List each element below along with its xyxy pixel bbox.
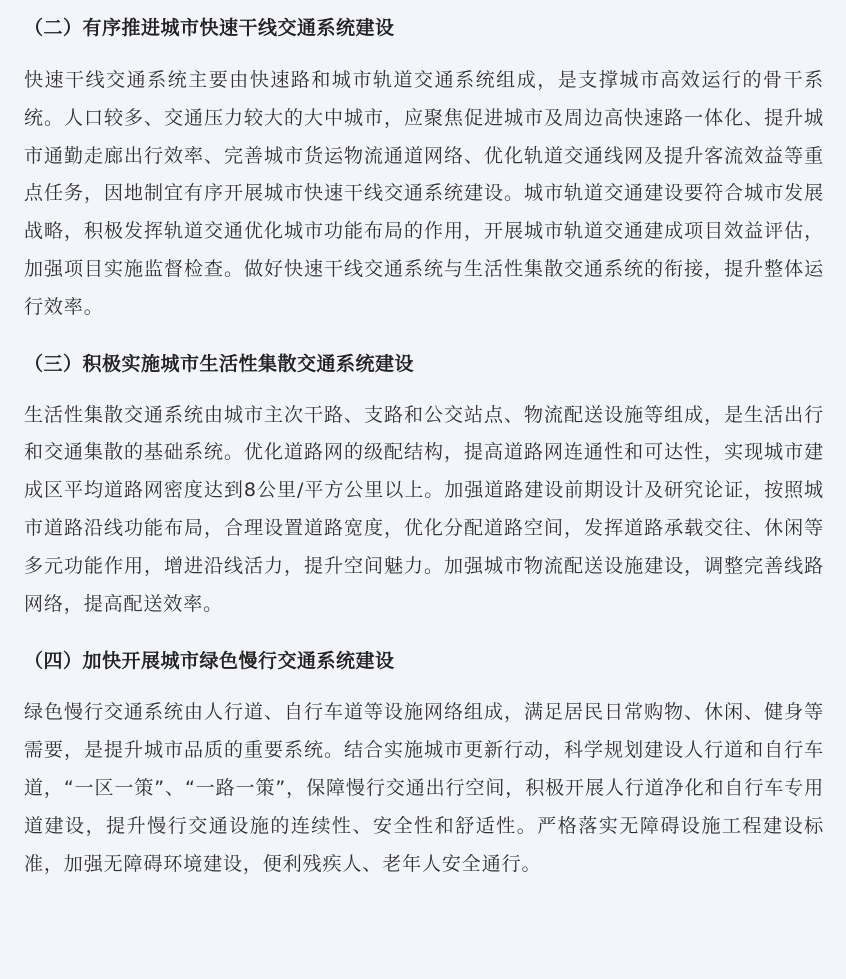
- section-heading-2: （二）有序推进城市快速干线交通系统建设: [24, 17, 395, 39]
- section-paragraph-4: 绿色慢行交通系统由人行道、自行车道等设施网络组成，满足居民日常购物、休闲、健身等需要，是提升城市品质的重要系统。结合实施城市更新行动，科学规划建设人行道和自行车道，“一区一策”、“一路一策”，保障慢行交通出行空间，积极开展人行道净化和自行车专用道建设，提升慢行交通设施的连续性、安全性和舒适性。严格落实无障碍设施工程建设标准，加强无障碍环境建设，便利残疾人、老年人安全通行。: [24, 701, 824, 875]
- section-paragraph-2: 快速干线交通系统主要由快速路和城市轨道交通系统组成，是支撑城市高效运行的骨干系统。人口较多、交通压力较大的大中城市，应聚焦促进城市及周边高快速路一体化、提升城市通勤走廊出行效率、完善城市货运物流通道网络、优化轨道交通线网及提升客流效益等重点任务，因地制宜有序开展城市快速干线交通系统建设。城市轨道交通建设要符合城市发展战略，积极发挥轨道交通优化城市功能布局的作用，开展城市轨道交通建成项目效益评估，加强项目实施监督检查。做好快速干线交通系统与生活性集散交通系统的衔接，提升整体运行效率。: [24, 69, 824, 318]
- section-heading-4: （四）加快开展城市绿色慢行交通系统建设: [24, 650, 395, 673]
- section-paragraph-3: 生活性集散交通系统由城市主次干路、支路和公交站点、物流配送设施等组成，是生活出行和交通集散的基础系统。优化道路网的级配结构，提高道路网连通性和可达性，实现城市建成区平均道路网密度达到8公里/平方公里以上。加强道路建设前期设计及研究论证，按照城市道路沿线功能布局，合理设置道路宽度，优化分配道路空间，发挥道路承载交往、休闲等多元功能作用，增进沿线活力，提升空间魅力。加强城市物流配送设施建设，调整完善线路网络，提高配送效率。: [24, 403, 824, 615]
- section-heading-3: （三）积极实施城市生活性集散交通系统建设: [24, 352, 415, 375]
